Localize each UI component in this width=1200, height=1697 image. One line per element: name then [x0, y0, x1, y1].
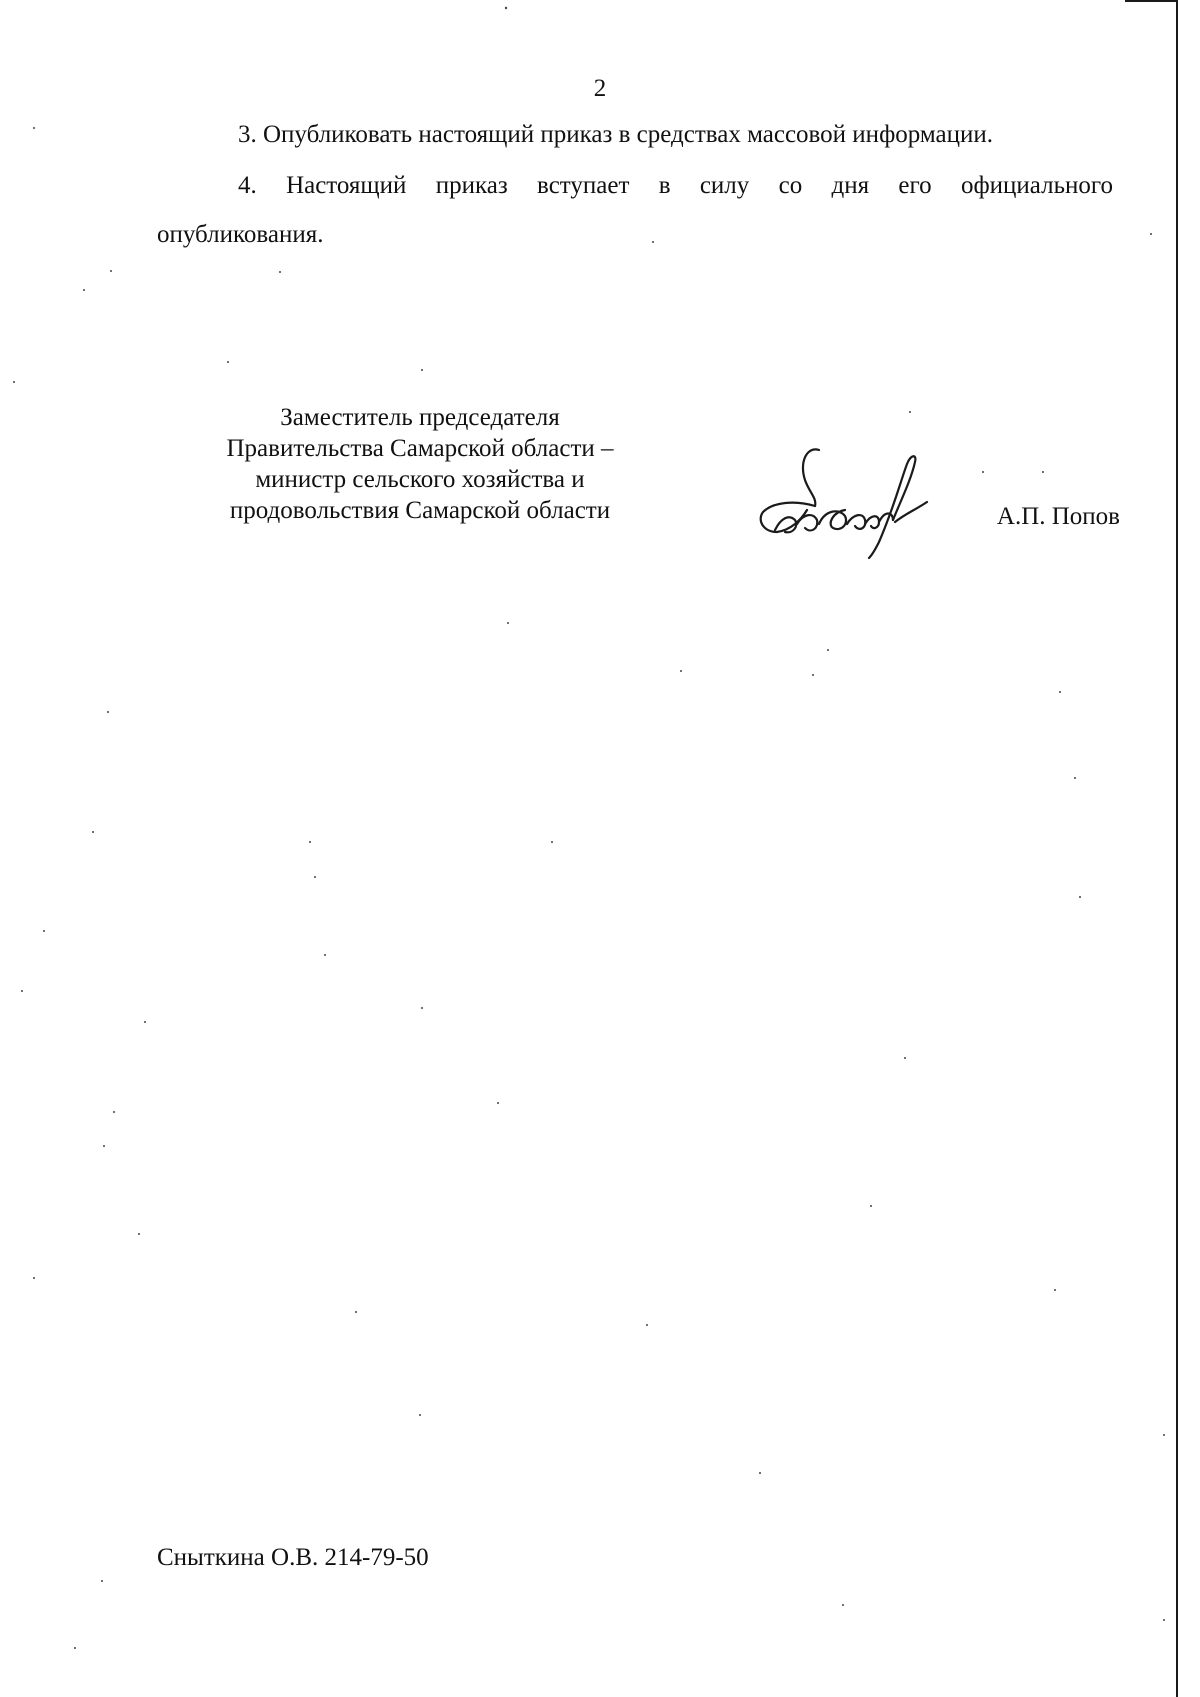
handwritten-signature-icon [755, 440, 935, 560]
position-line-4: продовольствия Самарской области [229, 497, 611, 524]
position-line-1: Заместитель председателя [280, 404, 560, 431]
signer-name: А.П. Попов [996, 503, 1120, 530]
executor-contact: Сныткина О.В. 214-79-50 [157, 1544, 429, 1571]
scan-edge-top [1125, 0, 1177, 2]
paragraph-item-4-line-2: опубликования. [157, 221, 324, 248]
signatory-position [150, 402, 690, 526]
page-number: 2 [593, 75, 607, 102]
position-line-3: министр сельского хозяйства и [255, 466, 585, 493]
position-line-2: Правительства Самарской области – [226, 435, 614, 462]
paragraph-item-4-line-1: 4. Настоящий приказ вступает в силу со дня его официального [238, 172, 1113, 199]
paragraph-item-3: 3. Опубликовать настоящий приказ в средствах массовой информации. [238, 121, 994, 148]
scan-edge-right [1176, 0, 1178, 1697]
